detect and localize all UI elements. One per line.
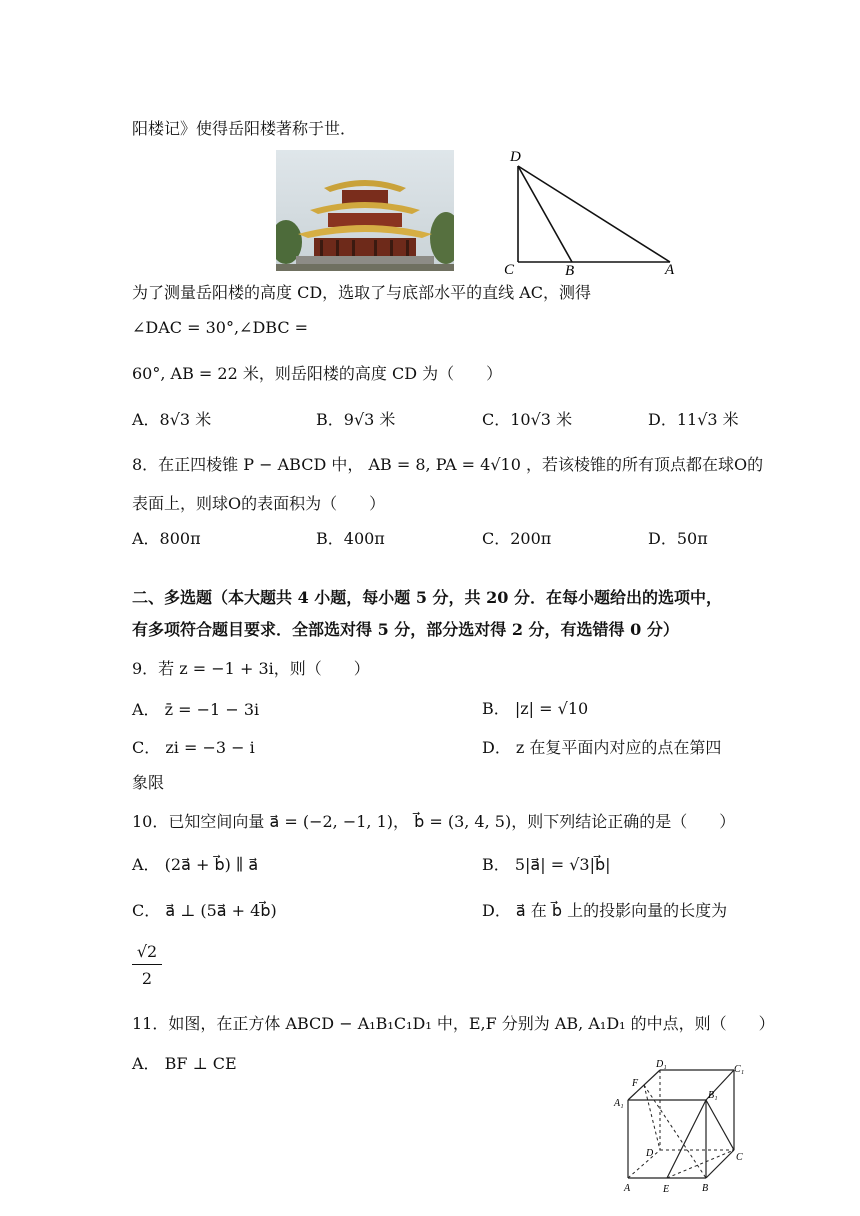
q9-stem: 9．若 z = −1 + 3i，则（ ） — [132, 659, 370, 678]
segment-da — [518, 166, 670, 262]
q8-line2: 表面上，则球O的表面积为（ ） — [132, 494, 386, 513]
q10-stem: 10．已知空间向量 a⃗ = (−2, −1, 1)， b⃗ = (3, 4, 5)，则下列结论正确的是（ ） — [132, 812, 736, 831]
cube-label-c1: C₁ — [734, 1064, 745, 1075]
label-d: D — [510, 149, 521, 165]
cube-label-c: C — [736, 1152, 743, 1163]
q11-stem: 11．如图，在正方体 ABCD − A₁B₁C₁D₁ 中，E,F 分别为 AB, A₁D₁ 的中点，则（ ） — [132, 1014, 775, 1033]
cube-label-a1: A₁ — [614, 1098, 624, 1109]
label-b: B — [565, 263, 575, 276]
q8-option-a: A．800π — [132, 529, 201, 548]
q8-line1: 8．在正四棱锥 P − ABCD 中， AB = 8, PA = 4√10 ，若该棱锥的所有顶点都在球O的 — [132, 455, 764, 474]
q7-line3: 60°, AB = 22 米，则岳阳楼的高度 CD 为（ ） — [132, 364, 503, 383]
label-a: A — [665, 262, 675, 276]
fraction-denominator: 2 — [141, 969, 153, 988]
q8-option-c: C．200π — [482, 529, 552, 548]
q8-option-d: D．50π — [648, 529, 708, 548]
section2-heading-line2: 有多项符合题目要求．全部选对得 5 分，部分选对得 2 分，有选错得 0 分） — [132, 620, 679, 639]
q8-option-b: B．400π — [316, 529, 385, 548]
cube-label-e: E — [663, 1184, 670, 1195]
cube-label-d1: D₁ — [656, 1059, 667, 1070]
q11-option-a: A． BF ⊥ CE — [132, 1054, 237, 1073]
label-c: C — [504, 262, 515, 276]
q7-option-b: B．9√3 米 — [316, 410, 396, 429]
q10-option-d-fraction — [132, 944, 162, 987]
q7-option-d: D．11√3 米 — [648, 410, 739, 429]
cube-label-f: F — [632, 1078, 639, 1089]
q7-line2: ∠DAC = 30°,∠DBC = — [132, 318, 309, 337]
q9-option-d: D． z 在复平面内对应的点在第四 — [482, 738, 722, 757]
q10-option-a: A． (2a⃗ + b⃗) ∥ a⃗ — [132, 855, 259, 874]
q9-option-d-cont: 象限 — [132, 773, 165, 792]
cube-label-a: A — [624, 1183, 631, 1194]
q9-option-c: C． zi = −3 − i — [132, 738, 255, 757]
fraction-numerator: √2 — [132, 944, 162, 965]
segment-db — [518, 166, 572, 262]
cube-label-b1: B₁ — [708, 1090, 718, 1101]
q7-option-c: C．10√3 米 — [482, 410, 573, 429]
q9-option-b: B． |z| = √10 — [482, 699, 589, 718]
cube-label-b: B — [702, 1183, 709, 1194]
cube-diagram — [612, 1058, 752, 1198]
section2-heading-line1: 二、多选题（本大题共 4 小题，每小题 5 分，共 20 分．在每小题给出的选项中， — [132, 588, 722, 607]
q10-option-c: C． a⃗ ⊥ (5a⃗ + 4b⃗) — [132, 901, 277, 920]
q10-option-b: B． 5|a⃗| = √3|b⃗| — [482, 855, 611, 874]
q7-option-a: A．8√3 米 — [132, 410, 212, 429]
cube-label-d: D — [646, 1148, 654, 1159]
intro-text: 阳楼记》使得岳阳楼著称于世． — [132, 119, 357, 138]
q9-option-a: A． z̄ = −1 − 3i — [132, 700, 260, 719]
triangle-diagram — [500, 148, 690, 276]
yueyang-tower-photo — [276, 150, 454, 271]
q7-line1: 为了测量岳阳楼的高度 CD，选取了与底部水平的直线 AC，测得 — [132, 283, 592, 302]
q10-option-d: D． a⃗ 在 b⃗ 上的投影向量的长度为 — [482, 901, 728, 920]
